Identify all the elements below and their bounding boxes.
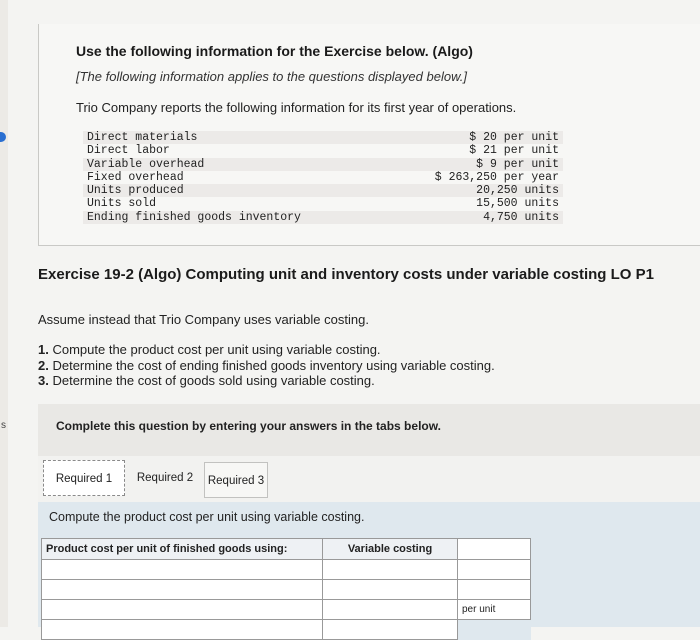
list-item: [38, 373, 495, 389]
table-row: [83, 131, 563, 144]
cost-data-table: [83, 131, 563, 224]
answer-cell[interactable]: [42, 600, 323, 620]
info-intro: Trio Company reports the following information for its first year of operations.: [76, 100, 517, 115]
row-label: Units sold: [87, 197, 157, 211]
question-list: [38, 342, 495, 389]
info-title: Use the following information for the Exercise below. (Algo): [76, 43, 473, 59]
table-row: [83, 197, 563, 210]
row-value: 4,750 units: [384, 211, 563, 224]
row-value: $ 21 per unit: [469, 144, 559, 158]
answer-input[interactable]: [323, 620, 457, 639]
question-text: Determine the cost of ending finished goods inventory using variable costing.: [52, 357, 495, 373]
answer-cell[interactable]: [323, 560, 458, 580]
row-label: Direct labor: [87, 144, 170, 158]
list-item: [38, 342, 495, 358]
answer-cell[interactable]: [42, 620, 323, 640]
row-value: $ 263,250 per year: [434, 170, 559, 184]
row-value: $ 9 per unit: [384, 158, 563, 171]
answer-input[interactable]: [323, 560, 457, 579]
answer-input[interactable]: [42, 600, 322, 619]
row-label: Variable overhead: [83, 158, 384, 171]
table-row: [83, 184, 563, 197]
row-value: $ 20 per unit: [384, 131, 563, 144]
answer-table: [41, 538, 531, 640]
tab-required-3[interactable]: Required 3: [204, 462, 268, 498]
answer-input[interactable]: [42, 620, 322, 639]
info-box: [38, 24, 700, 246]
header-label: Product cost per unit of finished goods using:: [42, 539, 323, 560]
table-row: [42, 600, 531, 620]
answer-instruction: Compute the product cost per unit using variable costing.: [49, 510, 365, 524]
tab-required-1[interactable]: Required 1: [43, 460, 125, 496]
complete-instruction: Complete this question by entering your answers in the tabs below.: [56, 419, 441, 433]
header-variable-costing: Variable costing: [323, 539, 458, 560]
answer-input[interactable]: [42, 580, 322, 599]
question-text: Compute the product cost per unit using variable costing.: [52, 342, 381, 357]
table-header-row: [42, 539, 531, 560]
answer-cell[interactable]: [323, 620, 458, 640]
row-value: 20,250 units: [384, 184, 563, 197]
table-row: [42, 620, 531, 640]
question-number: 3.: [38, 373, 49, 388]
question-text: Determine the cost of goods sold using variable costing.: [52, 373, 375, 388]
instruction-banner: [38, 404, 700, 456]
tab-bar: [38, 456, 700, 502]
row-label: Direct materials: [83, 131, 384, 144]
exercise-title: Exercise 19-2 (Algo) Computing unit and inventory costs under variable costing LO P1: [38, 266, 654, 283]
answer-cell: [458, 620, 531, 640]
exercise-assumption: Assume instead that Trio Company uses variable costing.: [38, 312, 369, 327]
answer-input[interactable]: [323, 580, 457, 599]
row-label: Fixed overhead: [87, 170, 184, 184]
table-row: [83, 144, 563, 157]
header-blank: [458, 539, 531, 560]
answer-input[interactable]: [323, 600, 457, 619]
table-row: [83, 171, 563, 184]
info-subtitle: [The following information applies to the questions displayed below.]: [76, 69, 467, 84]
answer-cell[interactable]: [323, 600, 458, 620]
row-value: 15,500 units: [476, 197, 559, 211]
answer-cell: [458, 560, 531, 580]
question-number: 1.: [38, 342, 49, 357]
answer-cell[interactable]: [42, 580, 323, 600]
table-row: [42, 560, 531, 580]
row-label: Units produced: [83, 184, 384, 197]
left-edge-letter: s: [1, 420, 6, 431]
row-label: Ending finished goods inventory: [83, 211, 384, 224]
tab-required-2[interactable]: Required 2: [126, 460, 204, 496]
table-row: [83, 211, 563, 224]
answer-cell[interactable]: [42, 560, 323, 580]
answer-cell[interactable]: [323, 580, 458, 600]
list-item: [38, 358, 495, 374]
per-unit-label: per unit: [458, 600, 531, 620]
question-number: 2.: [38, 357, 49, 373]
answer-cell: [458, 580, 531, 600]
table-row: [42, 580, 531, 600]
answer-input[interactable]: [42, 560, 322, 579]
left-edge-strip: [0, 0, 8, 627]
table-row: [83, 158, 563, 171]
